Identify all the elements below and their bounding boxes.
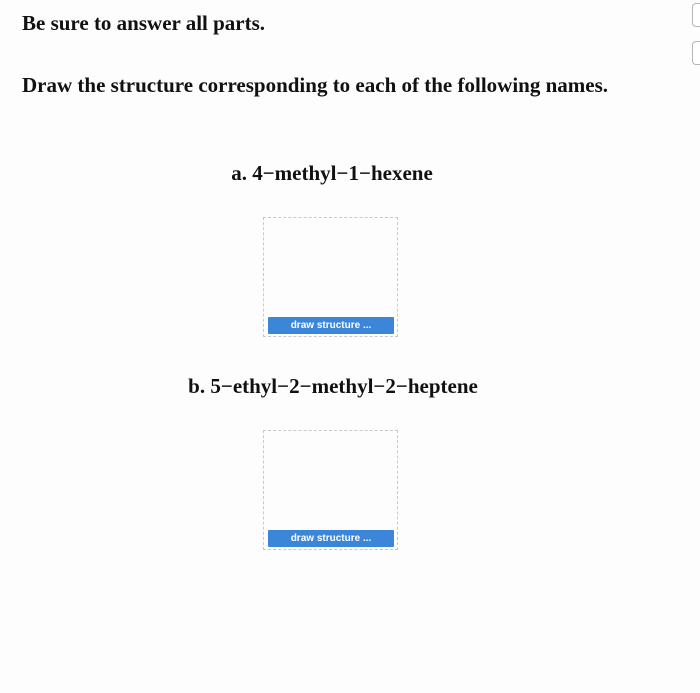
part-b-drawing-area[interactable]	[263, 430, 398, 550]
side-panel-tab-top[interactable]	[692, 3, 700, 27]
part-b-heading	[0, 374, 700, 399]
part-b-label: b. 5−ethyl−2−methyl−2−heptene	[188, 374, 478, 398]
instruction-text: Be sure to answer all parts.	[22, 11, 266, 35]
question-prompt: Draw the structure corresponding to each of the following names.	[22, 73, 609, 97]
part-a-heading	[0, 161, 700, 186]
part-b-draw-structure-button[interactable]: draw structure ...	[268, 530, 394, 547]
part-a-label: a. 4−methyl−1−hexene	[231, 161, 433, 185]
part-a-drawing-area[interactable]	[263, 217, 398, 337]
part-a-draw-structure-button[interactable]: draw structure ...	[268, 317, 394, 334]
side-panel-tab-bottom[interactable]	[692, 41, 700, 65]
